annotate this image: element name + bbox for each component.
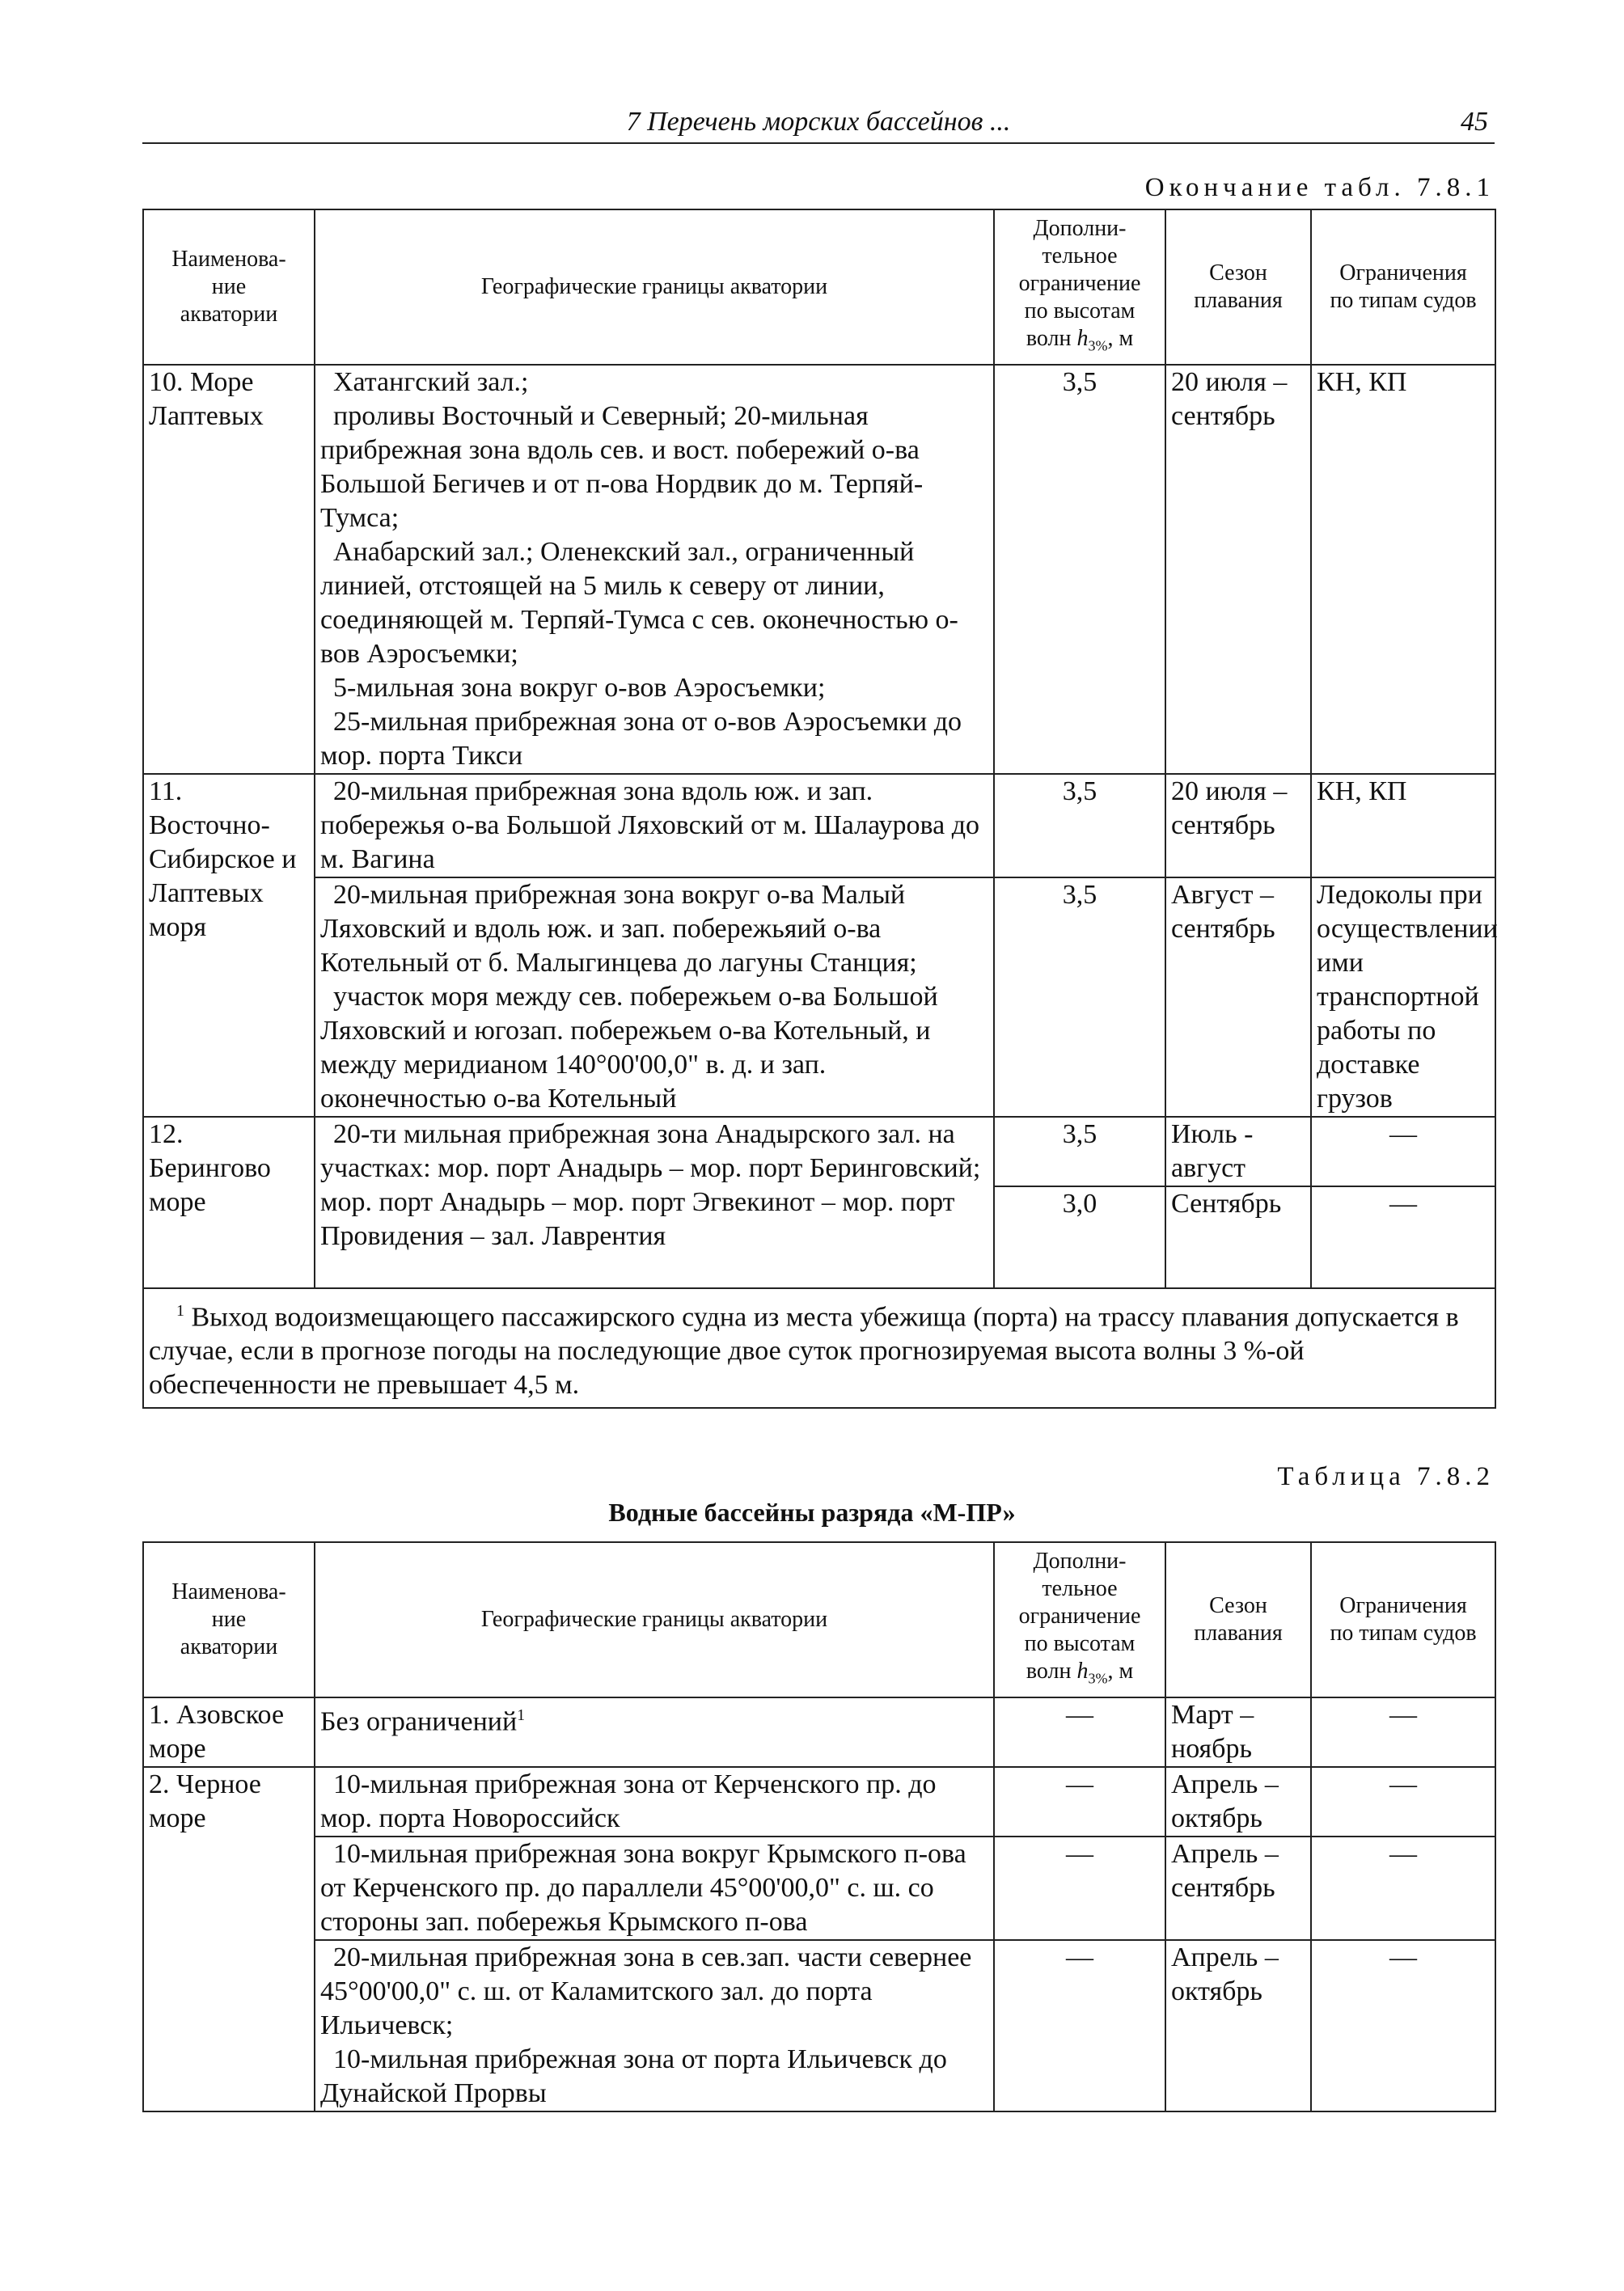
- t2-row1-season: Март – ноябрь: [1165, 1697, 1311, 1767]
- t2-row2a-wave: —: [994, 1767, 1165, 1837]
- row11b-wave: 3,5: [994, 877, 1165, 1117]
- t2-row1-bounds: Без ограничений$^1$: [315, 1697, 994, 1767]
- table-row: [143, 1837, 1495, 1940]
- t2-row2a-restrictions: —: [1311, 1767, 1495, 1837]
- row10-season: 20 июля – сентябрь: [1165, 365, 1311, 774]
- row10-bounds: Хатангский зал.; проливы Восточный и Северный; 20-мильная прибрежная зона вдоль сев. и вост. побережий о-ва Большой Бегичев и от п-ова Нордвик до м. Терпяй-Тумса; Анабарский зал.; Оленекский зал., ограниченный линией, отстоящей на 5 миль к северу от линии, соединяющей м. Терпяй-Тумса с сев. оконечностью о-вов Аэросъемки; 5-мильная зона вокруг о-вов Аэросъемки; 25-мильная прибрежная зона от о-вов Аэросъемки до мор. порта Тикси: [315, 365, 994, 774]
- running-header-title: 7 Перечень морских бассейнов ...: [626, 107, 1011, 137]
- table-row: [143, 1117, 1495, 1186]
- row12-name: 12. Берингово море: [143, 1117, 315, 1288]
- table-row: [143, 1767, 1495, 1837]
- table1-header-row: [143, 209, 1495, 365]
- t2-row1-name: 1. Азовское море: [143, 1697, 315, 1767]
- t2-row2b-season: Апрель – сентябрь: [1165, 1837, 1311, 1940]
- table1-footnote: $^1$ Выход водоизмещающего пассажирского судна из места убежища (порта) на трассу плавания допускается в случае, если в прогнозе погоды на последующие двое суток прогнозируемая высота волны 3 %-ой обеспеченности не превышает 4,5 м.: [143, 1288, 1495, 1408]
- col-header-season: Сезон плавания: [1165, 209, 1311, 365]
- row11b-bounds: 20-мильная прибрежная зона вокруг о-ва Малый Ляховский и вдоль юж. и зап. побережьяий о-ва Котельный от б. Малыгинцева до лагуны Станция; участок моря между сев. побережьем о-ва Большой Ляховский и югозап. побережьем о-ва Котельный, и между меридианом 140°00'00,0" в. д. и зап. оконечностью о-ва Котельный: [315, 877, 994, 1117]
- table1-footnote-row: [143, 1288, 1495, 1408]
- t2-row2-name: 2. Черное море: [143, 1767, 315, 2111]
- t2-row2b-bounds: 10-мильная прибрежная зона вокруг Крымского п-ова от Керченского пр. до параллели 45°00'00,0" с. ш. со стороны зап. побережья Крымского п-ова: [315, 1837, 994, 1940]
- row12-bounds: 20-ти мильная прибрежная зона Анадырского зал. на участках: мор. порт Анадырь – мор. порт Беринговский; мор. порт Анадырь – мор. порт Эгвекинот – мор. порт Провидения – зал. Лаврентия: [315, 1117, 994, 1288]
- table2-caption: Таблица 7.8.2: [1277, 1462, 1495, 1491]
- col-header-bounds: Географические границы акватории: [315, 209, 994, 365]
- running-header: [142, 104, 1495, 144]
- t2-row2c-wave: —: [994, 1940, 1165, 2111]
- table-row: [143, 365, 1495, 774]
- row11a-wave: 3,5: [994, 774, 1165, 877]
- t2-row2c-restrictions: —: [1311, 1940, 1495, 2111]
- col-header-bounds: Географические границы акватории: [315, 1542, 994, 1697]
- col-header-name: Наименова- ние акватории: [143, 1542, 315, 1697]
- col-header-wave: Дополни- тельное ограничение по высотам волн $h_{3\%}$, м: [994, 1542, 1165, 1697]
- row12a-restrictions: —: [1311, 1117, 1495, 1186]
- table-row: [143, 877, 1495, 1117]
- t2-row1-restrictions: —: [1311, 1697, 1495, 1767]
- table-row: [143, 1697, 1495, 1767]
- row10-restrictions: КН, КП: [1311, 365, 1495, 774]
- t2-row2a-season: Апрель – октябрь: [1165, 1767, 1311, 1837]
- row11b-restrictions: Ледоколы при осуществлении ими транспортной работы по доставке грузов: [1311, 877, 1495, 1117]
- t2-row2c-season: Апрель – октябрь: [1165, 1940, 1311, 2111]
- row12b-season: Сентябрь: [1165, 1186, 1311, 1288]
- table-row: [143, 1940, 1495, 2111]
- t2-row1-wave: —: [994, 1697, 1165, 1767]
- t2-row2c-bounds: 20-мильная прибрежная зона в сев.зап. части севернее 45°00'00,0" с. ш. от Каламитского зал. до порта Ильичевск; 10-мильная прибрежная зона от порта Ильичевск до Дунайской Прорвы: [315, 1940, 994, 2111]
- table2-title: Водные бассейны разряда «М-ПР»: [608, 1498, 1016, 1527]
- row11b-season: Август – сентябрь: [1165, 877, 1311, 1117]
- row11a-bounds: 20-мильная прибрежная зона вдоль юж. и зап. побережья о-ва Большой Ляховский от м. Шалаурова до м. Вагина: [315, 774, 994, 877]
- row11-name: 11. Восточно-Сибирское и Лаптевых моря: [143, 774, 315, 1117]
- row12b-wave: 3,0: [994, 1186, 1165, 1288]
- page-number: 45: [1461, 107, 1488, 137]
- table2-header-row: [143, 1542, 1495, 1697]
- t2-row2b-wave: —: [994, 1837, 1165, 1940]
- row12a-wave: 3,5: [994, 1117, 1165, 1186]
- t2-row2a-bounds: 10-мильная прибрежная зона от Керченского пр. до мор. порта Новороссийск: [315, 1767, 994, 1837]
- col-header-restrictions: Ограничения по типам судов: [1311, 209, 1495, 365]
- row11a-season: 20 июля – сентябрь: [1165, 774, 1311, 877]
- table1-caption: Окончание табл. 7.8.1: [1144, 173, 1495, 202]
- row10-wave: 3,5: [994, 365, 1165, 774]
- table-row: [143, 774, 1495, 877]
- t2-row2b-restrictions: —: [1311, 1837, 1495, 1940]
- col-header-restrictions: Ограничения по типам судов: [1311, 1542, 1495, 1697]
- col-header-wave: Дополни- тельное ограничение по высотам волн $h_{3\%}$, м: [994, 209, 1165, 365]
- table1: [142, 209, 1496, 1409]
- row10-name: 10. Море Лаптевых: [143, 365, 315, 774]
- col-header-season: Сезон плавания: [1165, 1542, 1311, 1697]
- row12a-season: Июль - август: [1165, 1117, 1311, 1186]
- col-header-name: Наименова- ние акватории: [143, 209, 315, 365]
- row11a-restrictions: КН, КП: [1311, 774, 1495, 877]
- row12b-restrictions: —: [1311, 1186, 1495, 1288]
- table2: [142, 1541, 1496, 2112]
